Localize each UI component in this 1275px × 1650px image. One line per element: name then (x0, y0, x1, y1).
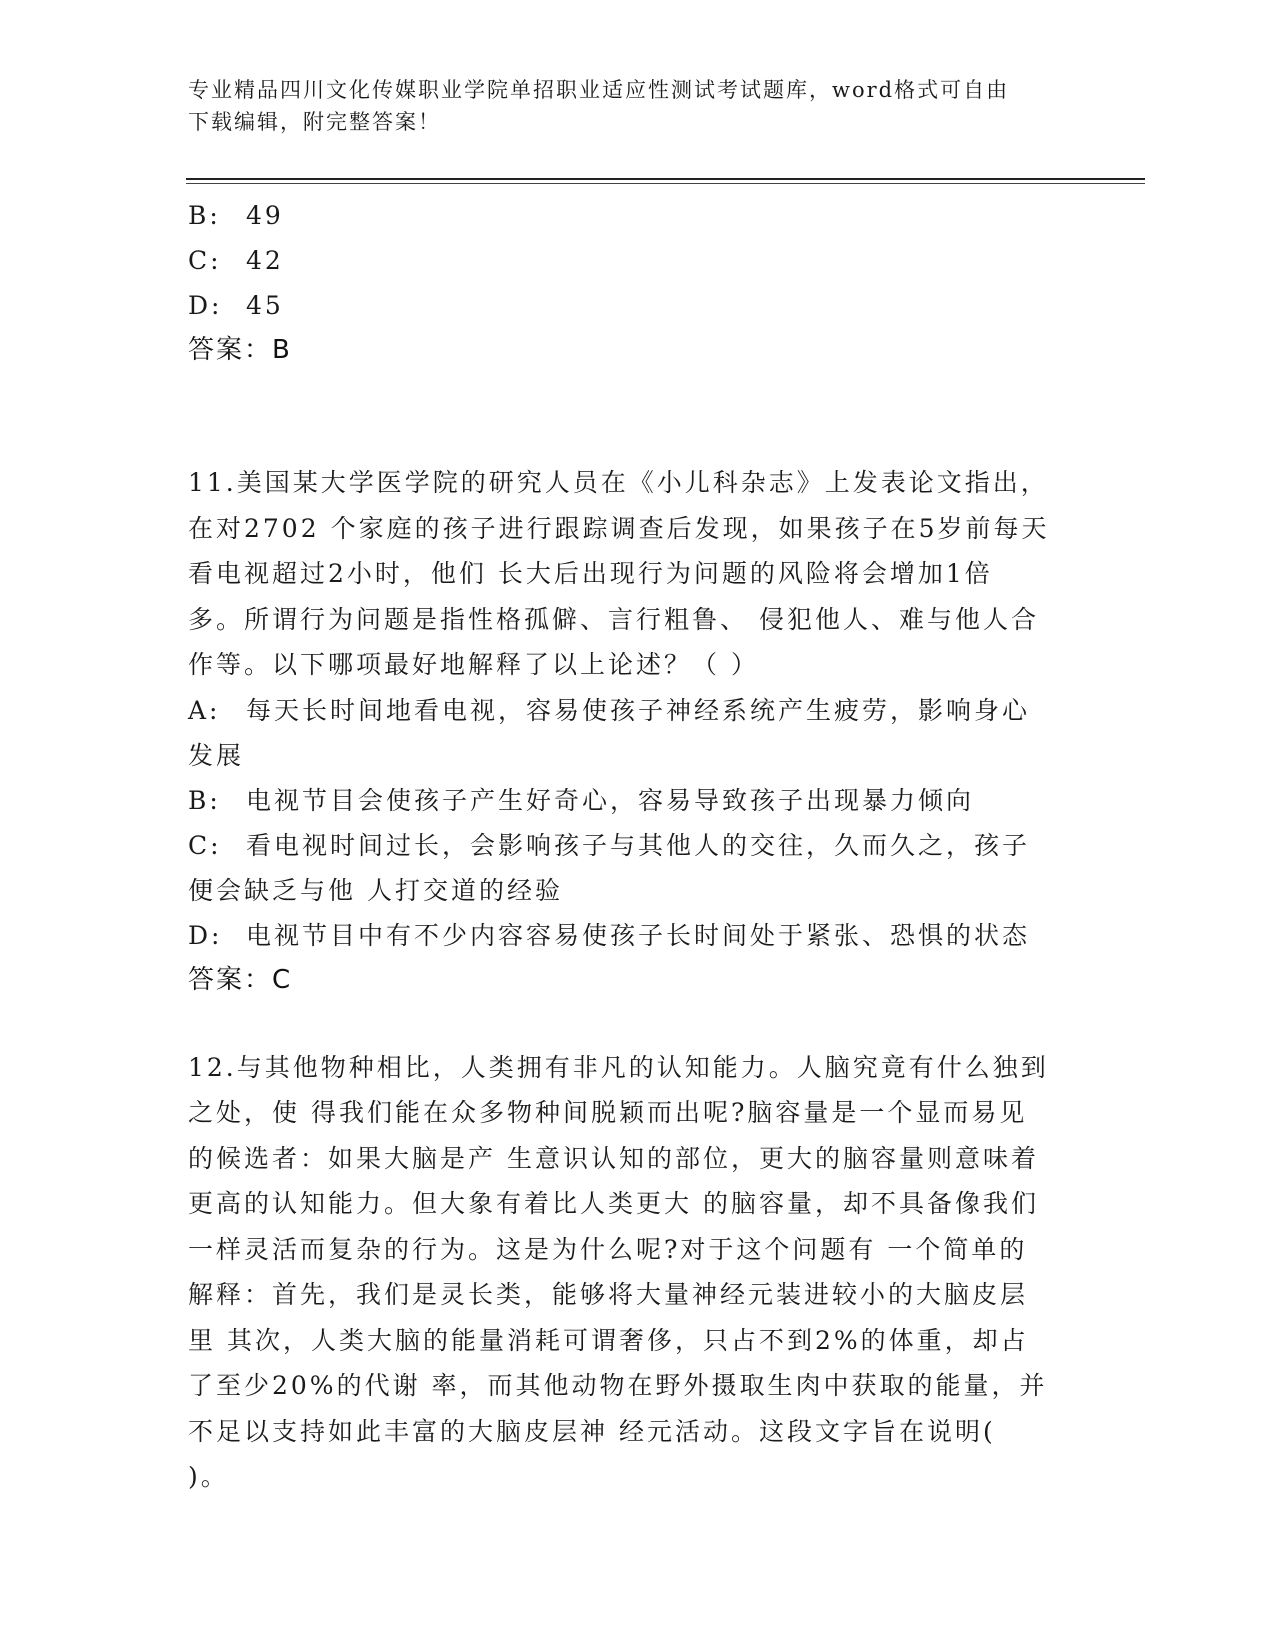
option-text: 49 (246, 201, 284, 230)
question-stem-line: 多。所谓行为问题是指性格孤僻、言行粗鲁、 侵犯他人、难与他人合 (188, 604, 1039, 634)
question-stem-line: 一样灵活而复杂的行为。这是为什么呢?对于这个问题有 一个简单的 (188, 1234, 1028, 1264)
question-11 (188, 460, 1078, 1003)
option-a (188, 688, 1078, 733)
question-stem-line: 之处，使 得我们能在众多物种间脱颖而出呢?脑容量是一个显而易见 (188, 1098, 1028, 1127)
question-stem-line: 不足以支持如此丰富的大脑皮层神 经元活动。这段文字旨在说明( (188, 1416, 996, 1446)
option-letter: C: (188, 246, 222, 275)
header-divider-thin (186, 183, 1145, 184)
question-stem-line: 的候选者：如果大脑是产 生意识认知的部位，更大的脑容量则意味着 (188, 1143, 1039, 1173)
option-text: 看电视时间过长，会影响孩子与其他人的交往，久而久之，孩子 (246, 830, 1031, 860)
question-stem-line: 了至少20%的代谢 率，而其他动物在野外摄取生肉中获取的能量，并 (188, 1371, 1048, 1400)
option-letter: B: (188, 201, 221, 230)
option-letter: B: (188, 785, 221, 815)
question-stem-line: )。 (188, 1462, 229, 1491)
option-text: 电视节目中有不少内容容易使孩子长时间处于紧张、恐惧的状态 (246, 920, 1031, 950)
option-text: 45 (246, 291, 284, 320)
question-stem-line: 作等。以下哪项最好地解释了以上论述？（ ） (188, 650, 759, 679)
option-b (188, 193, 1078, 238)
option-text: 每天长时间地看电视，容易使孩子神经系统产生疲劳，影响身心 (246, 695, 1031, 725)
option-d (188, 283, 1078, 328)
option-a-continuation: 发展 (188, 740, 245, 770)
header-line-2: 下载编辑，附完整答案！ (188, 110, 441, 134)
spacer (188, 373, 1078, 418)
option-c (188, 238, 1078, 283)
option-c-continuation: 便会缺乏与他 人打交道的经验 (188, 875, 563, 905)
prev-question-options (188, 193, 1078, 373)
page-header (188, 74, 1068, 138)
option-d (188, 913, 1078, 958)
document-body (188, 193, 1078, 1500)
header-divider-thick (186, 178, 1145, 180)
option-letter: C: (188, 830, 222, 860)
answer-line: 答案：C (188, 964, 293, 995)
option-text: 电视节目会使孩子产生好奇心，容易导致孩子出现暴力倾向 (246, 785, 975, 815)
option-letter: D: (188, 920, 223, 950)
question-stem-line: 12.与其他物种相比，人类拥有非凡的认知能力。人脑究竟有什么独到 (188, 1052, 1049, 1082)
question-stem-line: 在对2702 个家庭的孩子进行跟踪调查后发现，如果孩子在5岁前每天 (188, 513, 1050, 543)
option-b (188, 778, 1078, 823)
header-line-1: 专业精品四川文化传媒职业学院单招职业适应性测试考试题库，word格式可自由 (188, 78, 1010, 102)
question-stem-line: 11.美国某大学医学院的研究人员在《小儿科杂志》上发表论文指出， (188, 468, 1049, 497)
option-text: 42 (246, 246, 284, 275)
question-stem-line: 里 其次，人类大脑的能量消耗可谓奢侈，只占不到2%的体重，却占 (188, 1325, 1029, 1355)
option-letter: D: (188, 291, 223, 320)
question-stem-line: 更高的认知能力。但大象有着比人类更大 的脑容量，却不具备像我们 (188, 1189, 1039, 1218)
question-stem-line: 看电视超过2小时，他们 长大后出现行为问题的风险将会增加1倍 (188, 559, 993, 588)
answer-line: 答案：B (188, 335, 292, 365)
option-letter: A: (188, 695, 221, 725)
option-c (188, 823, 1078, 868)
question-stem-line: 解释：首先，我们是灵长类，能够将大量神经元装进较小的大脑皮层 (188, 1280, 1029, 1309)
question-12 (188, 1045, 1078, 1500)
